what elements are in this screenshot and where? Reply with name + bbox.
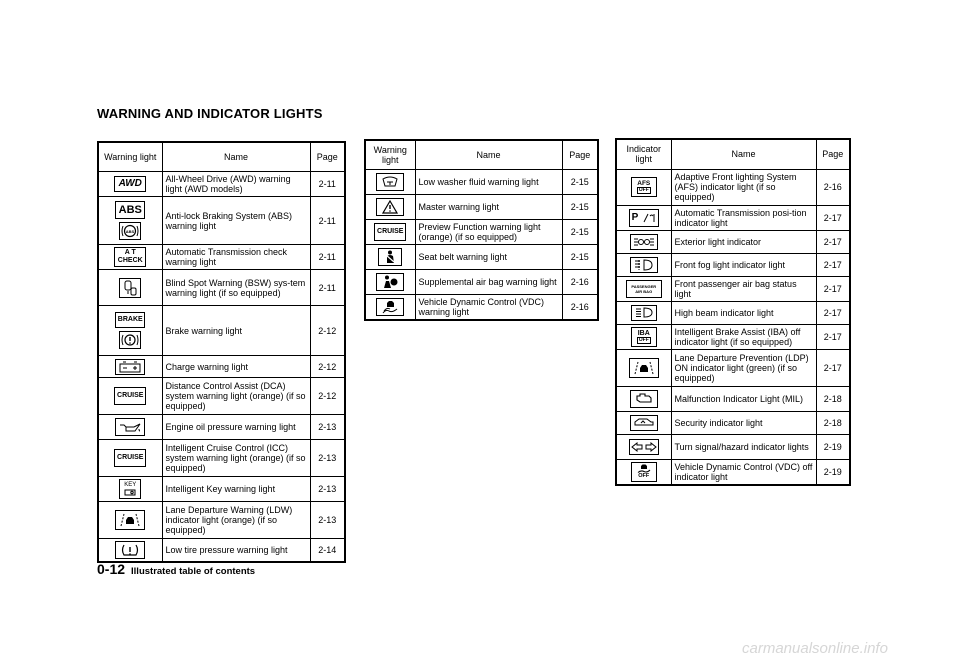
row-page: 2-18	[816, 411, 850, 434]
table-row	[616, 253, 850, 276]
off-text: OFF	[638, 473, 650, 479]
table-row	[616, 169, 850, 205]
master-warning-icon	[376, 198, 404, 216]
table-row	[616, 301, 850, 324]
header-indicator-light: Indicator light	[616, 139, 671, 169]
air-bag-icon	[376, 273, 404, 291]
row-page: 2-13	[310, 477, 345, 502]
table-row	[98, 378, 345, 415]
row-page: 2-17	[816, 205, 850, 230]
park-position-icon	[629, 209, 659, 227]
row-page: 2-11	[310, 245, 345, 270]
table-row	[98, 440, 345, 477]
high-beam-icon	[631, 305, 657, 321]
section-title: Illustrated table of contents	[131, 566, 256, 577]
row-page: 2-15	[562, 195, 598, 220]
abs-icon: ABS	[115, 201, 145, 219]
table-row	[98, 502, 345, 539]
row-page: 2-17	[816, 230, 850, 253]
warning-lights-table-1	[97, 141, 346, 563]
washer-icon	[376, 173, 404, 191]
lane-car-icon	[629, 358, 659, 378]
row-name: Vehicle Dynamic Control (VDC) warning light	[415, 295, 562, 320]
awd-icon: AWD	[114, 176, 146, 192]
row-name: Exterior light indicator	[671, 230, 816, 253]
row-page: 2-13	[310, 415, 345, 440]
row-page: 2-13	[310, 440, 345, 477]
row-page: 2-12	[310, 356, 345, 378]
airbag-text: AIR BAG	[635, 288, 653, 294]
battery-icon	[115, 359, 145, 375]
table-row	[616, 324, 850, 349]
row-name: Charge warning light	[162, 356, 310, 378]
table-row	[98, 306, 345, 356]
row-name: Lane Departure Warning (LDW) indicator light (orange) (if so equipped)	[162, 502, 310, 539]
passenger-airbag-off-icon	[626, 280, 662, 298]
engine-icon	[630, 390, 658, 408]
passenger-text: PASSENGER	[631, 283, 657, 289]
oil-can-icon	[115, 418, 145, 436]
row-page: 2-11	[310, 197, 345, 245]
cruise-icon: CRUISE	[114, 449, 146, 467]
header-name: Name	[162, 142, 310, 172]
row-page: 2-17	[816, 301, 850, 324]
row-page: 2-15	[562, 170, 598, 195]
table-row	[616, 411, 850, 434]
table-row	[98, 356, 345, 378]
row-name: Seat belt warning light	[415, 245, 562, 270]
row-name: Brake warning light	[162, 306, 310, 356]
table-row	[98, 539, 345, 563]
row-name: All-Wheel Drive (AWD) warning light (AWD models)	[162, 172, 310, 197]
row-name: Anti-lock Braking System (ABS) warning light	[162, 197, 310, 245]
row-name: Lane Departure Prevention (LDP) ON indicator light (green) (if so equipped)	[671, 349, 816, 386]
table-row	[616, 349, 850, 386]
page-number: 0-12	[97, 561, 126, 577]
table-row	[616, 205, 850, 230]
row-name: Distance Control Assist (DCA) system warning light (orange) (if so equipped)	[162, 378, 310, 415]
row-page: 2-12	[310, 306, 345, 356]
front-fog-icon	[630, 257, 658, 273]
warning-lights-table-2	[364, 139, 599, 321]
brake-icon: BRAKE	[115, 312, 145, 328]
seat-belt-icon	[378, 248, 402, 266]
cruise-icon: CRUISE	[374, 223, 406, 241]
key-icon	[119, 479, 141, 499]
page-title: WARNING AND INDICATOR LIGHTS	[97, 106, 323, 121]
exterior-light-icon	[630, 234, 658, 250]
row-name: Low washer fluid warning light	[415, 170, 562, 195]
header-warning-light: Warning light	[98, 142, 162, 172]
header-warning-light: Warning light	[365, 140, 415, 170]
at-check-icon	[114, 247, 146, 267]
table-row	[365, 220, 598, 245]
table-row	[365, 295, 598, 320]
table-row	[365, 245, 598, 270]
iba-text: IBA	[637, 329, 650, 337]
brake-circle-icon	[119, 331, 141, 349]
header-page: Page	[562, 140, 598, 170]
off-text: OFF	[638, 336, 649, 343]
table-row	[616, 386, 850, 411]
row-name: Vehicle Dynamic Control (VDC) off indicator light	[671, 459, 816, 485]
row-name: Turn signal/hazard indicator lights	[671, 434, 816, 459]
row-page: 2-17	[816, 276, 850, 301]
row-page: 2-16	[816, 169, 850, 205]
table-row	[616, 276, 850, 301]
row-name: Security indicator light	[671, 411, 816, 434]
row-name: Intelligent Key warning light	[162, 477, 310, 502]
cruise-icon: CRUISE	[114, 387, 146, 405]
check-text: CHECK	[117, 257, 143, 264]
row-page: 2-16	[562, 295, 598, 320]
row-name: Automatic Transmission posi-tion indicator light	[671, 205, 816, 230]
table-row	[365, 270, 598, 295]
table-row	[616, 459, 850, 485]
watermark: carmanualsonline.info	[742, 640, 888, 657]
vdc-off-icon	[631, 462, 657, 482]
header-page: Page	[310, 142, 345, 172]
row-name: Engine oil pressure warning light	[162, 415, 310, 440]
afs-text: AFS	[637, 180, 651, 187]
header-page: Page	[816, 139, 850, 169]
indicator-lights-table	[615, 138, 851, 486]
row-page: 2-11	[310, 270, 345, 306]
table-row	[98, 172, 345, 197]
row-name: Front fog light indicator light	[671, 253, 816, 276]
row-name: Malfunction Indicator Light (MIL)	[671, 386, 816, 411]
row-page: 2-16	[562, 270, 598, 295]
row-name: Automatic Transmission check warning light	[162, 245, 310, 270]
table-row	[98, 415, 345, 440]
table-row	[98, 197, 345, 245]
afs-off-icon	[631, 177, 657, 197]
row-page: 2-17	[816, 324, 850, 349]
at-text: A T	[124, 249, 136, 256]
turn-signal-icon	[629, 439, 659, 455]
table-row	[98, 270, 345, 306]
row-name: Intelligent Cruise Control (ICC) system warning light (orange) (if so equipped)	[162, 440, 310, 477]
iba-off-icon	[631, 327, 657, 347]
table-row	[616, 230, 850, 253]
row-name: Intelligent Brake Assist (IBA) off indicator light (if so equipped)	[671, 324, 816, 349]
row-name: Preview Function warning light (orange) (if so equipped)	[415, 220, 562, 245]
row-page: 2-19	[816, 459, 850, 485]
header-name: Name	[415, 140, 562, 170]
row-page: 2-18	[816, 386, 850, 411]
row-page: 2-19	[816, 434, 850, 459]
row-name: Blind Spot Warning (BSW) sys-tem warning light (if so equipped)	[162, 270, 310, 306]
row-page: 2-15	[562, 245, 598, 270]
header-name: Name	[671, 139, 816, 169]
off-text: OFF	[638, 187, 649, 193]
p-text: P	[631, 211, 639, 223]
row-page: 2-17	[816, 349, 850, 386]
row-page: 2-12	[310, 378, 345, 415]
row-page: 2-14	[310, 539, 345, 563]
row-name: Supplemental air bag warning light	[415, 270, 562, 295]
table-row	[616, 434, 850, 459]
row-name: Adaptive Front lighting System (AFS) indicator light (if so equipped)	[671, 169, 816, 205]
vdc-icon	[376, 298, 404, 316]
row-name: Front passenger air bag status light	[671, 276, 816, 301]
table-row	[365, 170, 598, 195]
row-page: 2-17	[816, 253, 850, 276]
row-page: 2-11	[310, 172, 345, 197]
key-text: KEY	[124, 482, 137, 488]
lane-car-icon	[115, 510, 145, 530]
abs-small-text: ABS	[126, 229, 135, 234]
row-name: High beam indicator light	[671, 301, 816, 324]
row-name: Master warning light	[415, 195, 562, 220]
row-page: 2-13	[310, 502, 345, 539]
page-footer	[97, 561, 255, 577]
table-row	[98, 477, 345, 502]
row-page: 2-15	[562, 220, 598, 245]
table-row	[365, 195, 598, 220]
abs-circle-icon	[119, 222, 141, 240]
security-car-icon	[630, 415, 658, 431]
tire-pressure-icon	[115, 541, 145, 559]
bsw-icon	[119, 278, 141, 298]
row-name: Low tire pressure warning light	[162, 539, 310, 563]
table-row	[98, 245, 345, 270]
